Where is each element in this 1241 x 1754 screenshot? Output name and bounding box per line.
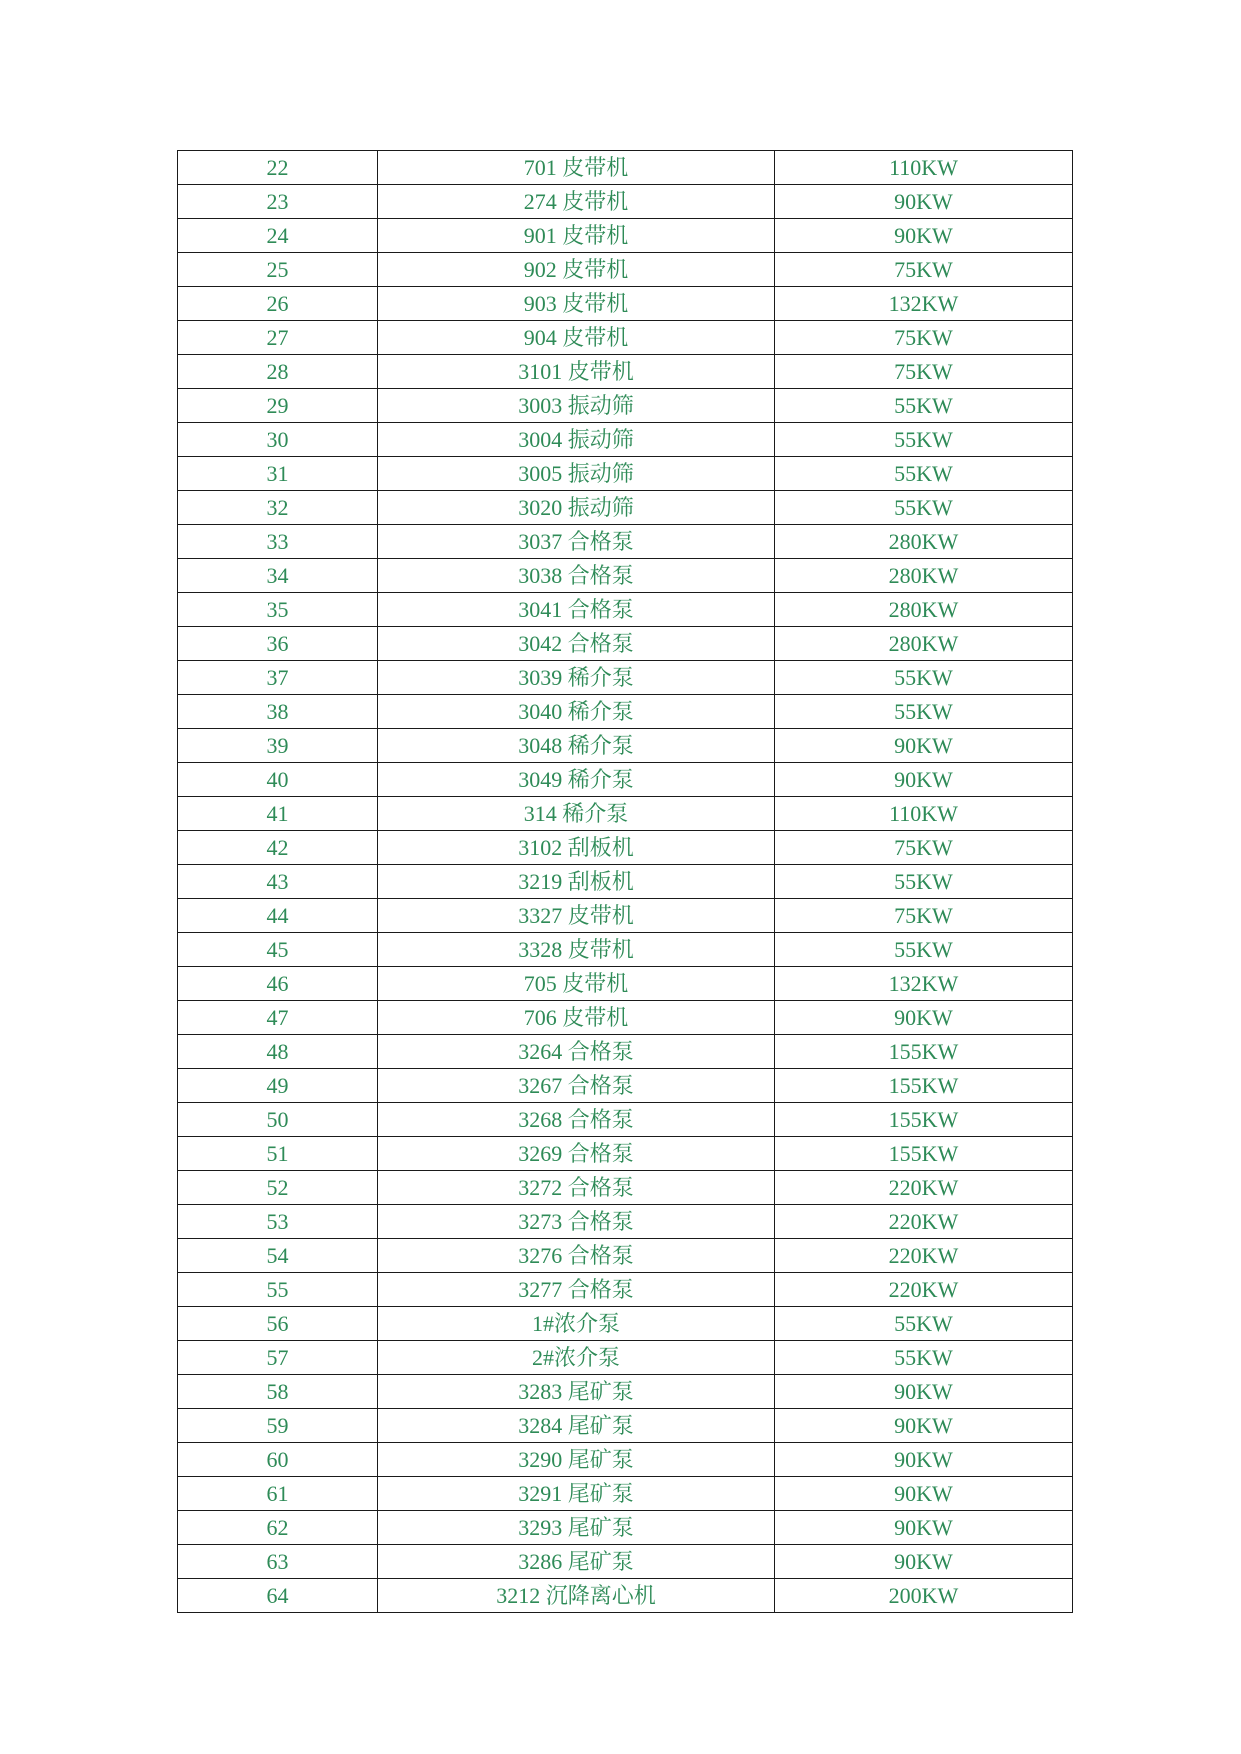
table-row: [178, 933, 1073, 967]
table-row: [178, 1579, 1073, 1613]
row-number-cell: 56: [178, 1307, 378, 1341]
equipment-name-cell: 3327 皮带机: [378, 899, 775, 933]
table-row: [178, 151, 1073, 185]
equipment-name-cell: 274 皮带机: [378, 185, 775, 219]
table-row: [178, 355, 1073, 389]
row-number-cell: 24: [178, 219, 378, 253]
row-number-cell: 42: [178, 831, 378, 865]
table-row: [178, 321, 1073, 355]
equipment-name-cell: 3212 沉降离心机: [378, 1579, 775, 1613]
table-row: [178, 491, 1073, 525]
equipment-name-cell: 3284 尾矿泵: [378, 1409, 775, 1443]
power-rating-cell: 75KW: [775, 355, 1073, 389]
row-number-cell: 30: [178, 423, 378, 457]
power-rating-cell: 75KW: [775, 321, 1073, 355]
power-rating-cell: 220KW: [775, 1273, 1073, 1307]
table-row: [178, 457, 1073, 491]
row-number-cell: 45: [178, 933, 378, 967]
table-row: [178, 763, 1073, 797]
table-row: [178, 593, 1073, 627]
row-number-cell: 34: [178, 559, 378, 593]
table-row: [178, 661, 1073, 695]
table-row: [178, 423, 1073, 457]
equipment-name-cell: 3273 合格泵: [378, 1205, 775, 1239]
power-rating-cell: 55KW: [775, 457, 1073, 491]
equipment-name-cell: 3048 稀介泵: [378, 729, 775, 763]
power-rating-cell: 55KW: [775, 389, 1073, 423]
row-number-cell: 33: [178, 525, 378, 559]
table-row: [178, 1409, 1073, 1443]
row-number-cell: 43: [178, 865, 378, 899]
row-number-cell: 52: [178, 1171, 378, 1205]
table-row: [178, 1205, 1073, 1239]
row-number-cell: 29: [178, 389, 378, 423]
power-rating-cell: 75KW: [775, 899, 1073, 933]
row-number-cell: 38: [178, 695, 378, 729]
power-rating-cell: 155KW: [775, 1103, 1073, 1137]
table-row: [178, 627, 1073, 661]
row-number-cell: 53: [178, 1205, 378, 1239]
equipment-name-cell: 3269 合格泵: [378, 1137, 775, 1171]
table-row: [178, 1171, 1073, 1205]
power-rating-cell: 280KW: [775, 525, 1073, 559]
row-number-cell: 46: [178, 967, 378, 1001]
power-rating-cell: 280KW: [775, 559, 1073, 593]
power-rating-cell: 90KW: [775, 763, 1073, 797]
table-row: [178, 1137, 1073, 1171]
equipment-name-cell: 314 稀介泵: [378, 797, 775, 831]
equipment-name-cell: 3286 尾矿泵: [378, 1545, 775, 1579]
power-rating-cell: 90KW: [775, 1443, 1073, 1477]
power-rating-cell: 55KW: [775, 423, 1073, 457]
equipment-name-cell: 3291 尾矿泵: [378, 1477, 775, 1511]
row-number-cell: 23: [178, 185, 378, 219]
equipment-name-cell: 902 皮带机: [378, 253, 775, 287]
equipment-name-cell: 3101 皮带机: [378, 355, 775, 389]
power-rating-cell: 110KW: [775, 797, 1073, 831]
row-number-cell: 55: [178, 1273, 378, 1307]
power-rating-cell: 55KW: [775, 695, 1073, 729]
equipment-name-cell: 3004 振动筛: [378, 423, 775, 457]
power-rating-cell: 90KW: [775, 1511, 1073, 1545]
table-row: [178, 899, 1073, 933]
power-rating-cell: 55KW: [775, 933, 1073, 967]
equipment-name-cell: 706 皮带机: [378, 1001, 775, 1035]
equipment-name-cell: 3038 合格泵: [378, 559, 775, 593]
equipment-name-cell: 1#浓介泵: [378, 1307, 775, 1341]
row-number-cell: 58: [178, 1375, 378, 1409]
equipment-table: [177, 150, 1073, 1613]
row-number-cell: 32: [178, 491, 378, 525]
row-number-cell: 63: [178, 1545, 378, 1579]
row-number-cell: 62: [178, 1511, 378, 1545]
equipment-name-cell: 901 皮带机: [378, 219, 775, 253]
table-row: [178, 1477, 1073, 1511]
power-rating-cell: 90KW: [775, 729, 1073, 763]
row-number-cell: 25: [178, 253, 378, 287]
table-row: [178, 831, 1073, 865]
equipment-name-cell: 904 皮带机: [378, 321, 775, 355]
table-row: [178, 797, 1073, 831]
row-number-cell: 28: [178, 355, 378, 389]
row-number-cell: 54: [178, 1239, 378, 1273]
equipment-name-cell: 3039 稀介泵: [378, 661, 775, 695]
table-row: [178, 967, 1073, 1001]
power-rating-cell: 55KW: [775, 1307, 1073, 1341]
power-rating-cell: 55KW: [775, 661, 1073, 695]
equipment-name-cell: 3272 合格泵: [378, 1171, 775, 1205]
table-row: [178, 1001, 1073, 1035]
table-row: [178, 729, 1073, 763]
power-rating-cell: 155KW: [775, 1035, 1073, 1069]
row-number-cell: 27: [178, 321, 378, 355]
power-rating-cell: 280KW: [775, 593, 1073, 627]
row-number-cell: 41: [178, 797, 378, 831]
power-rating-cell: 55KW: [775, 865, 1073, 899]
row-number-cell: 51: [178, 1137, 378, 1171]
row-number-cell: 50: [178, 1103, 378, 1137]
table-row: [178, 1035, 1073, 1069]
equipment-name-cell: 3102 刮板机: [378, 831, 775, 865]
equipment-name-cell: 3049 稀介泵: [378, 763, 775, 797]
table-row: [178, 1511, 1073, 1545]
equipment-name-cell: 3020 振动筛: [378, 491, 775, 525]
row-number-cell: 48: [178, 1035, 378, 1069]
power-rating-cell: 55KW: [775, 491, 1073, 525]
equipment-name-cell: 3290 尾矿泵: [378, 1443, 775, 1477]
row-number-cell: 37: [178, 661, 378, 695]
equipment-name-cell: 3042 合格泵: [378, 627, 775, 661]
row-number-cell: 31: [178, 457, 378, 491]
equipment-name-cell: 3003 振动筛: [378, 389, 775, 423]
row-number-cell: 44: [178, 899, 378, 933]
row-number-cell: 60: [178, 1443, 378, 1477]
row-number-cell: 35: [178, 593, 378, 627]
equipment-name-cell: 3276 合格泵: [378, 1239, 775, 1273]
row-number-cell: 59: [178, 1409, 378, 1443]
equipment-name-cell: 3264 合格泵: [378, 1035, 775, 1069]
equipment-name-cell: 3268 合格泵: [378, 1103, 775, 1137]
equipment-name-cell: 3293 尾矿泵: [378, 1511, 775, 1545]
table-row: [178, 1069, 1073, 1103]
table-row: [178, 219, 1073, 253]
power-rating-cell: 90KW: [775, 1409, 1073, 1443]
table-row: [178, 1307, 1073, 1341]
equipment-name-cell: 3219 刮板机: [378, 865, 775, 899]
table-row: [178, 1341, 1073, 1375]
power-rating-cell: 220KW: [775, 1239, 1073, 1273]
power-rating-cell: 132KW: [775, 287, 1073, 321]
power-rating-cell: 55KW: [775, 1341, 1073, 1375]
table-row: [178, 287, 1073, 321]
power-rating-cell: 110KW: [775, 151, 1073, 185]
power-rating-cell: 90KW: [775, 1477, 1073, 1511]
power-rating-cell: 220KW: [775, 1205, 1073, 1239]
equipment-name-cell: 3283 尾矿泵: [378, 1375, 775, 1409]
row-number-cell: 22: [178, 151, 378, 185]
table-row: [178, 1239, 1073, 1273]
power-rating-cell: 90KW: [775, 185, 1073, 219]
table-row: [178, 1103, 1073, 1137]
row-number-cell: 57: [178, 1341, 378, 1375]
row-number-cell: 26: [178, 287, 378, 321]
equipment-name-cell: 3040 稀介泵: [378, 695, 775, 729]
power-rating-cell: 90KW: [775, 1375, 1073, 1409]
row-number-cell: 36: [178, 627, 378, 661]
table-row: [178, 559, 1073, 593]
power-rating-cell: 90KW: [775, 1001, 1073, 1035]
power-rating-cell: 220KW: [775, 1171, 1073, 1205]
table-row: [178, 1375, 1073, 1409]
row-number-cell: 61: [178, 1477, 378, 1511]
equipment-name-cell: 3267 合格泵: [378, 1069, 775, 1103]
table-row: [178, 1443, 1073, 1477]
table-row: [178, 185, 1073, 219]
equipment-name-cell: 2#浓介泵: [378, 1341, 775, 1375]
power-rating-cell: 90KW: [775, 219, 1073, 253]
equipment-name-cell: 3005 振动筛: [378, 457, 775, 491]
row-number-cell: 40: [178, 763, 378, 797]
power-rating-cell: 280KW: [775, 627, 1073, 661]
power-rating-cell: 75KW: [775, 831, 1073, 865]
table-row: [178, 253, 1073, 287]
table-row: [178, 695, 1073, 729]
row-number-cell: 49: [178, 1069, 378, 1103]
table-row: [178, 389, 1073, 423]
equipment-table-body: [178, 151, 1073, 1613]
row-number-cell: 64: [178, 1579, 378, 1613]
table-row: [178, 1545, 1073, 1579]
equipment-name-cell: 701 皮带机: [378, 151, 775, 185]
table-row: [178, 525, 1073, 559]
row-number-cell: 47: [178, 1001, 378, 1035]
power-rating-cell: 132KW: [775, 967, 1073, 1001]
equipment-name-cell: 3328 皮带机: [378, 933, 775, 967]
equipment-name-cell: 903 皮带机: [378, 287, 775, 321]
power-rating-cell: 90KW: [775, 1545, 1073, 1579]
row-number-cell: 39: [178, 729, 378, 763]
table-row: [178, 1273, 1073, 1307]
equipment-name-cell: 3037 合格泵: [378, 525, 775, 559]
table-row: [178, 865, 1073, 899]
equipment-name-cell: 3041 合格泵: [378, 593, 775, 627]
power-rating-cell: 75KW: [775, 253, 1073, 287]
power-rating-cell: 155KW: [775, 1137, 1073, 1171]
power-rating-cell: 155KW: [775, 1069, 1073, 1103]
equipment-name-cell: 3277 合格泵: [378, 1273, 775, 1307]
power-rating-cell: 200KW: [775, 1579, 1073, 1613]
equipment-name-cell: 705 皮带机: [378, 967, 775, 1001]
